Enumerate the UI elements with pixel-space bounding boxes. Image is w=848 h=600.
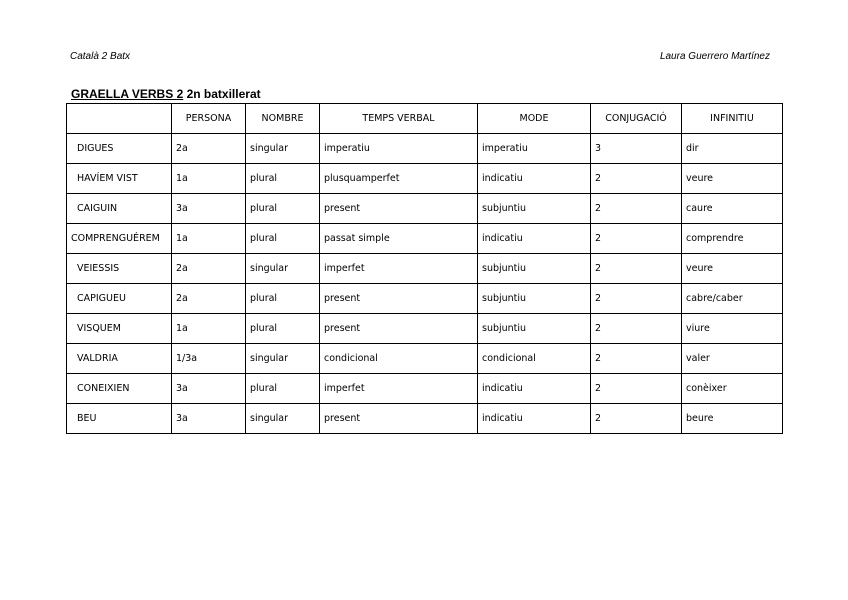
infinitiu-cell: veure [682, 164, 783, 194]
nombre-cell: singular [246, 404, 320, 434]
column-header-temps-verbal: TEMPS VERBAL [320, 104, 478, 134]
infinitiu-cell: veure [682, 254, 783, 284]
temps-verbal-cell: condicional [320, 344, 478, 374]
table-row [67, 284, 783, 314]
mode-cell: subjuntiu [478, 284, 591, 314]
infinitiu-cell: viure [682, 314, 783, 344]
conjugacio-cell: 2 [591, 314, 682, 344]
conjugacio-cell: 3 [591, 134, 682, 164]
conjugacio-cell: 2 [591, 374, 682, 404]
table-row [67, 314, 783, 344]
title-main: GRAELLA VERBS 2 [71, 87, 184, 101]
conjugacio-cell: 2 [591, 224, 682, 254]
table-row [67, 254, 783, 284]
nombre-cell: plural [246, 314, 320, 344]
mode-cell: indicatiu [478, 404, 591, 434]
temps-verbal-cell: present [320, 194, 478, 224]
verbs-table [66, 103, 783, 434]
temps-verbal-cell: imperfet [320, 254, 478, 284]
column-header-mode: MODE [478, 104, 591, 134]
column-header-nombre: NOMBRE [246, 104, 320, 134]
document-title [71, 87, 261, 101]
temps-verbal-cell: passat simple [320, 224, 478, 254]
nombre-cell: plural [246, 284, 320, 314]
mode-cell: subjuntiu [478, 194, 591, 224]
table-header-row [67, 104, 783, 134]
infinitiu-cell: conèixer [682, 374, 783, 404]
table-row [67, 164, 783, 194]
persona-cell: 3a [172, 194, 246, 224]
mode-cell: subjuntiu [478, 254, 591, 284]
table-row [67, 224, 783, 254]
infinitiu-cell: valer [682, 344, 783, 374]
verb-cell: BEU [67, 404, 172, 434]
temps-verbal-cell: present [320, 404, 478, 434]
column-header-infinitiu: INFINITIU [682, 104, 783, 134]
table-row [67, 194, 783, 224]
persona-cell: 2a [172, 284, 246, 314]
infinitiu-cell: cabre/caber [682, 284, 783, 314]
temps-verbal-cell: plusquamperfet [320, 164, 478, 194]
header-left-course: Català 2 Batx [70, 51, 131, 62]
verb-cell: CAIGUIN [67, 194, 172, 224]
mode-cell: imperatiu [478, 134, 591, 164]
column-header-persona: PERSONA [172, 104, 246, 134]
conjugacio-cell: 2 [591, 284, 682, 314]
conjugacio-cell: 2 [591, 194, 682, 224]
verb-cell: VEIESSIS [67, 254, 172, 284]
temps-verbal-cell: present [320, 284, 478, 314]
table-row [67, 404, 783, 434]
mode-cell: condicional [478, 344, 591, 374]
verb-cell: CAPIGUEU [67, 284, 172, 314]
infinitiu-cell: caure [682, 194, 783, 224]
nombre-cell: plural [246, 194, 320, 224]
persona-cell: 1a [172, 314, 246, 344]
conjugacio-cell: 2 [591, 254, 682, 284]
nombre-cell: singular [246, 254, 320, 284]
title-suffix: 2n batxillerat [183, 87, 261, 101]
persona-cell: 3a [172, 374, 246, 404]
header-right-author: Laura Guerrero Martínez [659, 51, 770, 62]
persona-cell: 1a [172, 224, 246, 254]
mode-cell: indicatiu [478, 224, 591, 254]
temps-verbal-cell: imperfet [320, 374, 478, 404]
conjugacio-cell: 2 [591, 164, 682, 194]
nombre-cell: plural [246, 224, 320, 254]
persona-cell: 1/3a [172, 344, 246, 374]
conjugacio-cell: 2 [591, 344, 682, 374]
persona-cell: 2a [172, 254, 246, 284]
temps-verbal-cell: imperatiu [320, 134, 478, 164]
nombre-cell: singular [246, 344, 320, 374]
verb-cell: COMPRENGUÉREM [67, 224, 172, 254]
mode-cell: subjuntiu [478, 314, 591, 344]
nombre-cell: singular [246, 134, 320, 164]
persona-cell: 3a [172, 404, 246, 434]
verb-cell: VALDRIA [67, 344, 172, 374]
table-body [67, 134, 783, 434]
table-row [67, 344, 783, 374]
table-row [67, 134, 783, 164]
column-header-conjugacio: CONJUGACIÓ [591, 104, 682, 134]
verb-cell: HAVÍEM VIST [67, 164, 172, 194]
nombre-cell: plural [246, 164, 320, 194]
infinitiu-cell: dir [682, 134, 783, 164]
column-header-verb [67, 104, 172, 134]
verb-cell: VISQUEM [67, 314, 172, 344]
verb-cell: DIGUES [67, 134, 172, 164]
mode-cell: indicatiu [478, 164, 591, 194]
infinitiu-cell: beure [682, 404, 783, 434]
nombre-cell: plural [246, 374, 320, 404]
persona-cell: 1a [172, 164, 246, 194]
verb-cell: CONEIXIEN [67, 374, 172, 404]
mode-cell: indicatiu [478, 374, 591, 404]
conjugacio-cell: 2 [591, 404, 682, 434]
persona-cell: 2a [172, 134, 246, 164]
table-row [67, 374, 783, 404]
temps-verbal-cell: present [320, 314, 478, 344]
infinitiu-cell: comprendre [682, 224, 783, 254]
